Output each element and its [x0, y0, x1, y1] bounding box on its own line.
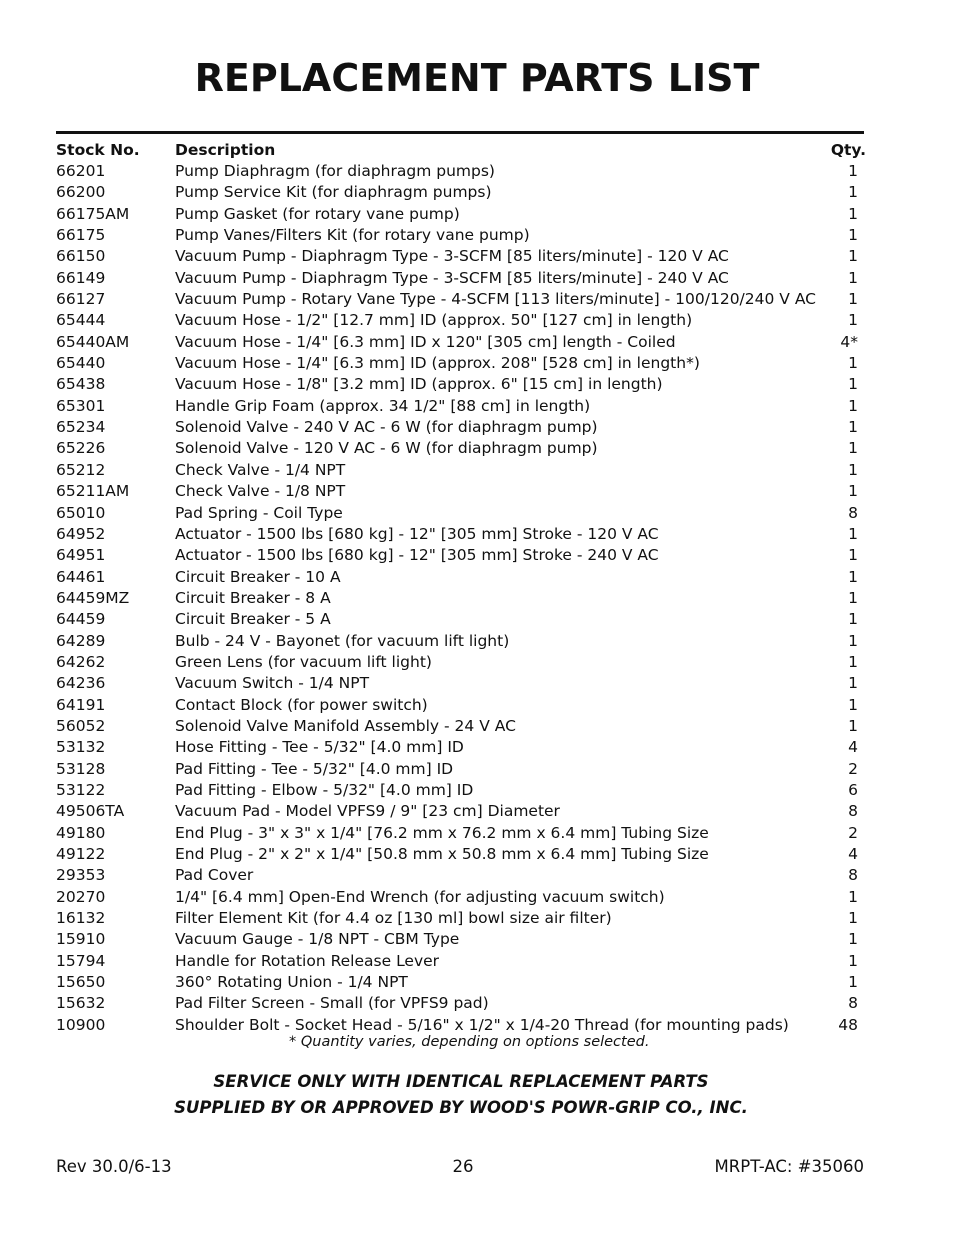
description-cell: Solenoid Valve - 120 V AC - 6 W (for diaphragm pump)	[175, 439, 598, 458]
qty-cell: 4	[848, 738, 858, 757]
stock-no-cell: 65440AM	[56, 332, 130, 351]
table-row	[56, 374, 866, 395]
description-cell: Vacuum Pump - Rotary Vane Type - 4-SCFM [113 liters/minute] - 100/120/240 V AC	[175, 290, 816, 309]
description-cell: Vacuum Hose - 1/4" [6.3 mm] ID x 120" [305 cm] length - Coiled	[175, 332, 676, 351]
qty-cell: 1	[848, 439, 858, 458]
qty-cell: 1	[848, 204, 858, 223]
table-row	[56, 737, 866, 758]
table-row	[56, 993, 866, 1014]
qty-cell: 1	[848, 247, 858, 266]
description-cell: Vacuum Switch - 1/4 NPT	[175, 674, 370, 693]
table-row	[56, 865, 866, 886]
qty-cell: 2	[848, 759, 858, 778]
qty-cell: 1	[848, 610, 858, 629]
stock-no-cell: 20270	[56, 887, 106, 906]
qty-cell: 1	[848, 162, 858, 180]
table-row	[56, 887, 866, 908]
table-row	[56, 631, 866, 652]
document-id: MRPT-AC: #35060	[714, 1157, 864, 1176]
description-cell: Bulb - 24 V - Bayonet (for vacuum lift light)	[175, 631, 510, 650]
description-cell: Solenoid Valve Manifold Assembly - 24 V AC	[175, 716, 516, 735]
stock-no-cell: 29353	[56, 866, 106, 885]
stock-no-cell: 65211AM	[56, 482, 130, 501]
header-stock-no: Stock No.	[56, 141, 140, 159]
description-cell: Pad Filter Screen - Small (for VPFS9 pad)	[175, 994, 489, 1013]
stock-no-cell: 65226	[56, 439, 106, 458]
description-cell: Pump Diaphragm (for diaphragm pumps)	[175, 162, 495, 180]
qty-cell: 8	[848, 503, 858, 522]
stock-no-cell: 53122	[56, 780, 106, 799]
qty-cell: 1	[848, 951, 858, 970]
qty-cell: 1	[848, 716, 858, 735]
stock-no-cell: 64461	[56, 567, 106, 586]
description-cell: Circuit Breaker - 10 A	[175, 567, 341, 586]
description-cell: Vacuum Hose - 1/8" [3.2 mm] ID (approx. 6" [15 cm] in length)	[175, 375, 663, 394]
qty-cell: 6	[848, 780, 858, 799]
table-row	[56, 161, 866, 182]
table-row	[56, 844, 866, 865]
description-cell: Contact Block (for power switch)	[175, 695, 428, 714]
qty-cell: 8	[848, 802, 858, 821]
stock-no-cell: 16132	[56, 909, 106, 928]
description-cell: Pump Vanes/Filters Kit (for rotary vane pump)	[175, 226, 530, 245]
stock-no-cell: 66200	[56, 183, 106, 202]
table-row	[56, 417, 866, 438]
qty-cell: 4	[848, 845, 858, 863]
qty-cell: 1	[848, 268, 858, 287]
stock-no-cell: 66175	[56, 226, 106, 245]
description-cell: Handle Grip Foam (approx. 34 1/2" [88 cm] in length)	[175, 396, 591, 415]
table-row	[56, 588, 866, 609]
table-row	[56, 609, 866, 630]
qty-cell: 1	[848, 567, 858, 586]
description-cell: Solenoid Valve - 240 V AC - 6 W (for diaphragm pump)	[175, 418, 598, 437]
table-row	[56, 652, 866, 673]
description-cell: End Plug - 2" x 2" x 1/4" [50.8 mm x 50.8 mm x 6.4 mm] Tubing Size	[175, 845, 709, 863]
description-cell: Pad Fitting - Elbow - 5/32" [4.0 mm] ID	[175, 780, 474, 799]
qty-cell: 1	[848, 183, 858, 202]
table-row	[56, 567, 866, 588]
table-row	[56, 310, 866, 331]
table-row	[56, 182, 866, 203]
description-cell: Actuator - 1500 lbs [680 kg] - 12" [305 mm] Stroke - 120 V AC	[175, 524, 659, 543]
stock-no-cell: 66150	[56, 247, 106, 266]
description-cell: Vacuum Pad - Model VPFS9 / 9" [23 cm] Diameter	[175, 802, 560, 821]
title-divider	[56, 131, 864, 134]
qty-cell: 1	[848, 546, 858, 565]
stock-no-cell: 49180	[56, 823, 106, 842]
qty-cell: 1	[848, 226, 858, 245]
description-cell: Pad Cover	[175, 866, 254, 885]
qty-cell: 2	[848, 823, 858, 842]
table-row	[56, 972, 866, 993]
table-row	[56, 225, 866, 246]
description-cell: Vacuum Pump - Diaphragm Type - 3-SCFM [85 liters/minute] - 120 V AC	[175, 247, 729, 266]
header-qty: Qty.	[830, 141, 866, 159]
stock-no-cell: 10900	[56, 1015, 106, 1034]
qty-cell: 1	[848, 930, 858, 949]
qty-cell: 1	[848, 887, 858, 906]
description-cell: Circuit Breaker - 5 A	[175, 610, 331, 629]
table-row	[56, 353, 866, 374]
qty-cell: 1	[848, 482, 858, 501]
header-description: Description	[175, 141, 276, 159]
qty-cell: 1	[848, 375, 858, 394]
qty-cell: 1	[848, 631, 858, 650]
qty-cell: 1	[848, 652, 858, 671]
stock-no-cell: 66175AM	[56, 204, 130, 223]
stock-no-cell: 65444	[56, 311, 106, 330]
stock-no-cell: 15632	[56, 994, 106, 1013]
description-cell: Actuator - 1500 lbs [680 kg] - 12" [305 mm] Stroke - 240 V AC	[175, 546, 659, 565]
table-row	[56, 524, 866, 545]
table-row	[56, 460, 866, 481]
stock-no-cell: 66127	[56, 290, 106, 309]
parts-table	[56, 161, 866, 1036]
description-cell: Pump Service Kit (for diaphragm pumps)	[175, 183, 492, 202]
description-cell: Shoulder Bolt - Socket Head - 5/16" x 1/2" x 1/4-20 Thread (for mounting pads)	[175, 1015, 789, 1034]
description-cell: Pad Spring - Coil Type	[175, 503, 343, 522]
page-title: REPLACEMENT PARTS LIST	[194, 56, 760, 100]
qty-cell: 48	[838, 1015, 858, 1034]
description-cell: Handle for Rotation Release Lever	[175, 951, 440, 970]
stock-no-cell: 64459	[56, 610, 106, 629]
footnote: * Quantity varies, depending on options selected.	[289, 1034, 650, 1050]
description-cell: 360° Rotating Union - 1/4 NPT	[175, 973, 408, 992]
description-cell: Vacuum Hose - 1/2" [12.7 mm] ID (approx. 50" [127 cm] in length)	[175, 311, 693, 330]
qty-cell: 1	[848, 909, 858, 928]
table-row	[56, 438, 866, 459]
description-cell: Pad Fitting - Tee - 5/32" [4.0 mm] ID	[175, 759, 454, 778]
qty-cell: 1	[848, 311, 858, 330]
table-header	[56, 140, 866, 161]
qty-cell: 1	[848, 973, 858, 992]
revision: Rev 30.0/6-13	[56, 1157, 172, 1176]
table-row	[56, 332, 866, 353]
table-row	[56, 908, 866, 929]
stock-no-cell: 65438	[56, 375, 106, 394]
description-cell: Green Lens (for vacuum lift light)	[175, 652, 432, 671]
description-cell: Hose Fitting - Tee - 5/32" [4.0 mm] ID	[175, 738, 464, 757]
table-row	[56, 1015, 866, 1036]
stock-no-cell: 53132	[56, 738, 106, 757]
table-row	[56, 503, 866, 524]
service-notice-line1: SERVICE ONLY WITH IDENTICAL REPLACEMENT PARTS	[213, 1072, 709, 1091]
stock-no-cell: 49506TA	[56, 802, 125, 821]
qty-cell: 1	[848, 674, 858, 693]
stock-no-cell: 15650	[56, 973, 106, 992]
stock-no-cell: 53128	[56, 759, 106, 778]
table-row	[56, 951, 866, 972]
qty-cell: 4*	[840, 332, 858, 351]
stock-no-cell: 15794	[56, 951, 106, 970]
stock-no-cell: 65440	[56, 354, 106, 373]
table-row	[56, 780, 866, 801]
qty-cell: 8	[848, 994, 858, 1013]
stock-no-cell: 66201	[56, 162, 106, 180]
table-row	[56, 545, 866, 566]
qty-cell: 1	[848, 695, 858, 714]
stock-no-cell: 65301	[56, 396, 106, 415]
stock-no-cell: 49122	[56, 845, 106, 863]
stock-no-cell: 64951	[56, 546, 106, 565]
service-notice-line2: SUPPLIED BY OR APPROVED BY WOOD'S POWR-GRIP CO., INC.	[174, 1098, 748, 1117]
description-cell: Circuit Breaker - 8 A	[175, 588, 331, 607]
page-number: 26	[452, 1157, 474, 1176]
qty-cell: 1	[848, 460, 858, 479]
description-cell: Vacuum Gauge - 1/8 NPT - CBM Type	[175, 930, 460, 949]
table-row	[56, 246, 866, 267]
table-row	[56, 801, 866, 822]
table-row	[56, 716, 866, 737]
table-row	[56, 695, 866, 716]
description-cell: Check Valve - 1/4 NPT	[175, 460, 346, 479]
table-row	[56, 823, 866, 844]
stock-no-cell: 64191	[56, 695, 106, 714]
table-row	[56, 268, 866, 289]
qty-cell: 1	[848, 354, 858, 373]
stock-no-cell: 66149	[56, 268, 106, 287]
table-row	[56, 396, 866, 417]
description-cell: 1/4" [6.4 mm] Open-End Wrench (for adjusting vacuum switch)	[175, 887, 665, 906]
description-cell: Filter Element Kit (for 4.4 oz [130 ml] bowl size air filter)	[175, 909, 612, 928]
description-cell: Vacuum Pump - Diaphragm Type - 3-SCFM [85 liters/minute] - 240 V AC	[175, 268, 729, 287]
qty-cell: 1	[848, 418, 858, 437]
stock-no-cell: 15910	[56, 930, 106, 949]
table-row	[56, 481, 866, 502]
table-row	[56, 289, 866, 310]
description-cell: Pump Gasket (for rotary vane pump)	[175, 204, 460, 223]
stock-no-cell: 64459MZ	[56, 588, 130, 607]
stock-no-cell: 65010	[56, 503, 106, 522]
qty-cell: 8	[848, 866, 858, 885]
table-row	[56, 673, 866, 694]
qty-cell: 1	[848, 396, 858, 415]
stock-no-cell: 65212	[56, 460, 106, 479]
stock-no-cell: 64236	[56, 674, 106, 693]
table-row	[56, 929, 866, 950]
stock-no-cell: 64289	[56, 631, 106, 650]
page-footer	[56, 1156, 864, 1178]
stock-no-cell: 65234	[56, 418, 106, 437]
table-row	[56, 759, 866, 780]
qty-cell: 1	[848, 290, 858, 309]
description-cell: End Plug - 3" x 3" x 1/4" [76.2 mm x 76.2 mm x 6.4 mm] Tubing Size	[175, 823, 709, 842]
qty-cell: 1	[848, 524, 858, 543]
description-cell: Vacuum Hose - 1/4" [6.3 mm] ID (approx. 208" [528 cm] in length*)	[175, 354, 700, 373]
description-cell: Check Valve - 1/8 NPT	[175, 482, 346, 501]
qty-cell: 1	[848, 588, 858, 607]
table-row	[56, 204, 866, 225]
stock-no-cell: 56052	[56, 716, 106, 735]
stock-no-cell: 64262	[56, 652, 106, 671]
stock-no-cell: 64952	[56, 524, 106, 543]
